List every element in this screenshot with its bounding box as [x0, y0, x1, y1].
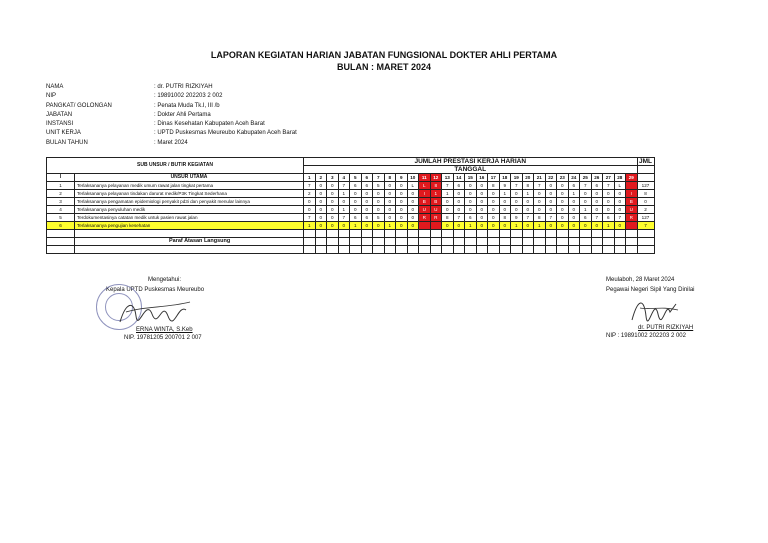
day-count-cell: 7 — [304, 214, 316, 222]
row-number: 6 — [47, 222, 75, 230]
activity-description: Terlaksananya pengamatan epidemiologi penyakit pd3i dan penyakit menular lainnya — [75, 198, 304, 206]
day-header: 23 — [557, 174, 569, 182]
identity-row — [46, 102, 297, 111]
day-count-cell: 0 — [442, 198, 454, 206]
day-count-cell: 0 — [396, 190, 408, 198]
initial-cell — [522, 238, 534, 246]
day-count-cell: 8 — [499, 214, 511, 222]
day-count-cell: 1 — [568, 190, 580, 198]
identity-row — [46, 92, 297, 101]
initial-cell — [511, 238, 523, 246]
day-count-cell: 5 — [373, 214, 385, 222]
identity-label: NAMA — [46, 84, 64, 90]
day-count-cell: 0 — [373, 198, 385, 206]
day-header: 24 — [568, 174, 580, 182]
day-count-cell: 9 — [499, 182, 511, 190]
day-count-cell: 0 — [396, 206, 408, 214]
day-count-cell: 0 — [384, 206, 396, 214]
activity-description: Terlaksananya pelayanan tindakan darurat medik/P3K Tingkat Sederhana — [75, 190, 304, 198]
day-count-cell: 0 — [534, 190, 546, 198]
day-header: 21 — [534, 174, 546, 182]
day-count-cell: 0 — [545, 182, 557, 190]
day-header: 15 — [465, 174, 477, 182]
day-header: 19 — [511, 174, 523, 182]
head-nip: NIP. 19781205 200701 2 007 — [124, 335, 202, 341]
day-count-cell: 0 — [476, 182, 488, 190]
day-count-cell: 0 — [384, 214, 396, 222]
employee-signature — [626, 294, 686, 326]
day-count-cell: 5 — [373, 182, 385, 190]
row-total: 127 — [637, 214, 654, 222]
day-count-cell: 0 — [338, 198, 350, 206]
day-header: 11 — [419, 174, 431, 182]
day-count-cell: 1 — [338, 206, 350, 214]
roman-numeral: I — [47, 174, 75, 182]
day-header: 26 — [591, 174, 603, 182]
day-count-cell: 7 — [603, 182, 615, 190]
identity-label: NIP — [46, 93, 57, 100]
day-count-cell: 0 — [603, 198, 615, 206]
day-count-cell: 6 — [465, 214, 477, 222]
acknowledged-label: Mengetahui: — [148, 277, 182, 283]
day-count-cell: 0 — [545, 198, 557, 206]
initial-cell — [407, 238, 419, 246]
day-count-cell: 6 — [361, 214, 373, 222]
day-count-cell: U — [430, 206, 442, 214]
row-number: 4 — [47, 206, 75, 214]
initial-cell — [373, 238, 385, 246]
identity-row — [46, 129, 297, 138]
day-count-cell: 0 — [315, 214, 327, 222]
day-count-cell: 0 — [373, 206, 385, 214]
identity-label: BULAN TAHUN — [46, 139, 88, 146]
day-count-cell: 1 — [580, 206, 592, 214]
day-count-cell: I — [419, 190, 431, 198]
day-count-cell: R — [626, 214, 638, 222]
initial-cell — [568, 238, 580, 246]
day-count-cell: 7 — [580, 182, 592, 190]
day-count-cell: 0 — [511, 206, 523, 214]
day-count-cell: 0 — [384, 190, 396, 198]
day-count-cell: U — [419, 206, 431, 214]
day-count-cell: 0 — [568, 198, 580, 206]
day-count-cell — [626, 182, 638, 190]
day-count-cell: 0 — [304, 206, 316, 214]
day-header: 17 — [488, 174, 500, 182]
day-count-cell: 8 — [534, 214, 546, 222]
day-count-cell: 6 — [603, 214, 615, 222]
identity-block — [46, 83, 297, 148]
day-count-cell: 0 — [315, 198, 327, 206]
initial-cell — [384, 238, 396, 246]
day-header: 13 — [442, 174, 454, 182]
day-count-cell: 0 — [327, 190, 339, 198]
day-header: 2 — [315, 174, 327, 182]
day-count-cell: 0 — [338, 222, 350, 230]
day-count-cell — [419, 222, 431, 230]
day-count-cell: 0 — [488, 222, 500, 230]
day-count-cell: 0 — [407, 190, 419, 198]
initial-cell — [534, 238, 546, 246]
day-count-cell: 7 — [522, 214, 534, 222]
day-header: 8 — [384, 174, 396, 182]
initial-cell — [453, 238, 465, 246]
row-number: 2 — [47, 190, 75, 198]
activity-description: Terlaksananya pengujian kesehatan — [75, 222, 304, 230]
day-header: 1 — [304, 174, 316, 182]
day-count-cell: 0 — [591, 222, 603, 230]
initial-cell — [465, 238, 477, 246]
place-date: Meulaboh, 28 Maret 2024 — [606, 277, 675, 283]
day-header: 28 — [614, 174, 626, 182]
day-count-cell: 0 — [361, 222, 373, 230]
identity-value: : Maret 2024 — [154, 139, 188, 146]
day-count-cell: 0 — [499, 222, 511, 230]
day-count-cell: 0 — [476, 198, 488, 206]
initial-cell — [580, 238, 592, 246]
activity-table — [46, 157, 655, 254]
day-count-cell: L — [614, 182, 626, 190]
day-count-cell: 0 — [603, 190, 615, 198]
report-title: LAPORAN KEGIATAN HARIAN JABATAN FUNGSIONAL DOKTER AHLI PERTAMA — [210, 50, 558, 60]
initial-cell — [557, 238, 569, 246]
initial-cell — [626, 238, 638, 246]
day-count-cell: 9 — [511, 214, 523, 222]
initial-cell — [430, 238, 442, 246]
initial-cell — [603, 238, 615, 246]
day-count-cell: 1 — [465, 222, 477, 230]
day-count-cell: L — [407, 182, 419, 190]
day-count-cell: 0 — [361, 198, 373, 206]
day-count-cell: 1 — [338, 190, 350, 198]
row-total: 0 — [637, 198, 654, 206]
day-header: 10 — [407, 174, 419, 182]
day-count-cell: 0 — [522, 198, 534, 206]
initial-cell — [338, 238, 350, 246]
initial-cell — [396, 238, 408, 246]
day-count-cell: 0 — [591, 190, 603, 198]
sub-unsur-header: SUB UNSUR / BUTIR KEGIATAN — [47, 158, 304, 174]
day-header: 16 — [476, 174, 488, 182]
day-count-cell: 7 — [338, 182, 350, 190]
day-count-cell: 0 — [396, 182, 408, 190]
initial-cell — [499, 238, 511, 246]
day-count-cell: 0 — [384, 182, 396, 190]
day-header: 29 — [626, 174, 638, 182]
day-count-cell: B — [626, 198, 638, 206]
day-count-cell: 0 — [453, 222, 465, 230]
day-count-cell: 6 — [568, 182, 580, 190]
identity-label: INSTANSI — [46, 121, 74, 128]
day-count-cell: 0 — [499, 198, 511, 206]
row-total: 8 — [637, 190, 654, 198]
day-count-cell: 0 — [396, 222, 408, 230]
employee-name: dr. PUTRI RIZKIYAH — [638, 325, 694, 331]
row-number: 3 — [47, 198, 75, 206]
day-count-cell: 0 — [350, 206, 362, 214]
day-count-cell: 0 — [361, 206, 373, 214]
day-count-cell: 0 — [614, 222, 626, 230]
day-count-cell: I — [626, 190, 638, 198]
day-count-cell — [430, 222, 442, 230]
day-count-cell: 0 — [407, 222, 419, 230]
day-count-cell: 0 — [568, 222, 580, 230]
head-role: Kepala UPTD Puskesmas Meureubo — [106, 287, 205, 293]
day-count-cell: 6 — [591, 182, 603, 190]
day-count-cell: 8 — [442, 214, 454, 222]
day-count-cell: 0 — [545, 206, 557, 214]
day-header: 12 — [430, 174, 442, 182]
day-count-cell: 0 — [488, 190, 500, 198]
day-count-cell: 0 — [614, 190, 626, 198]
day-count-cell: 8 — [488, 182, 500, 190]
day-count-cell: 7 — [442, 182, 454, 190]
activity-row — [47, 198, 655, 206]
day-count-cell: 0 — [327, 222, 339, 230]
employee-role: Pegawai Negeri Sipil Yang Dinilai — [606, 287, 695, 293]
day-count-cell: 0 — [568, 214, 580, 222]
identity-row — [46, 120, 297, 129]
initial-cell — [304, 238, 316, 246]
initial-cell — [442, 238, 454, 246]
day-count-cell: L — [419, 182, 431, 190]
day-count-cell: 0 — [373, 222, 385, 230]
identity-value: : Penata Muda Tk.I, III /b — [154, 102, 220, 109]
activity-description: Terdokumentasinya catatan medik untuk pasien rawat jalan — [75, 214, 304, 222]
day-header: 14 — [453, 174, 465, 182]
initial-cell — [419, 238, 431, 246]
activity-row — [47, 214, 655, 222]
day-count-cell: 0 — [545, 222, 557, 230]
initial-cell — [591, 238, 603, 246]
day-count-cell: 7 — [534, 182, 546, 190]
day-count-cell: 0 — [614, 198, 626, 206]
day-count-cell: 0 — [476, 190, 488, 198]
day-count-cell: 0 — [327, 198, 339, 206]
day-count-cell: 7 — [545, 214, 557, 222]
day-count-cell: 0 — [534, 206, 546, 214]
day-count-cell: 1 — [511, 222, 523, 230]
day-count-cell: 0 — [545, 190, 557, 198]
day-count-cell: 0 — [327, 214, 339, 222]
row-total: 7 — [637, 222, 654, 230]
day-header: 20 — [522, 174, 534, 182]
identity-value: : UPTD Puskesmas Meureubo Kabupaten Aceh Barat — [154, 130, 297, 137]
day-count-cell: 0 — [350, 190, 362, 198]
day-count-cell: R — [430, 214, 442, 222]
activity-description: Terlaksananya penyuluhan medik — [75, 206, 304, 214]
day-header: 22 — [545, 174, 557, 182]
day-count-cell: 0 — [476, 214, 488, 222]
day-count-cell: 6 — [361, 182, 373, 190]
day-count-cell: 0 — [476, 222, 488, 230]
day-count-cell: 7 — [511, 182, 523, 190]
day-count-cell: 0 — [580, 198, 592, 206]
day-count-cell: 0 — [315, 206, 327, 214]
day-count-cell — [626, 222, 638, 230]
day-count-cell: 0 — [499, 206, 511, 214]
day-count-cell: 8 — [430, 182, 442, 190]
day-count-cell: 0 — [453, 190, 465, 198]
day-count-cell: 0 — [304, 198, 316, 206]
day-count-cell: 0 — [557, 214, 569, 222]
row-number: 1 — [47, 182, 75, 190]
row-total: 127 — [637, 182, 654, 190]
day-count-cell: 1 — [442, 190, 454, 198]
day-header: 3 — [327, 174, 339, 182]
day-count-cell: 1 — [603, 222, 615, 230]
identity-row — [46, 139, 297, 148]
initial-cell — [545, 238, 557, 246]
day-count-cell: 0 — [534, 198, 546, 206]
head-name: ERNA WINTA, S.Keb — [136, 327, 193, 333]
day-count-cell: 7 — [591, 214, 603, 222]
day-count-cell: 0 — [396, 214, 408, 222]
initial-cell — [614, 238, 626, 246]
day-count-cell: 7 — [614, 214, 626, 222]
initial-cell — [488, 238, 500, 246]
identity-row — [46, 83, 297, 92]
day-count-cell: 8 — [522, 182, 534, 190]
day-count-cell: 1 — [304, 222, 316, 230]
day-count-cell: 0 — [327, 206, 339, 214]
supervisor-initials-label: Paraf Atasan Langsung — [75, 238, 304, 246]
day-count-cell: 0 — [465, 206, 477, 214]
day-count-cell: 0 — [614, 206, 626, 214]
day-count-cell: 1 — [384, 222, 396, 230]
day-count-cell: 1 — [350, 222, 362, 230]
day-count-cell: 0 — [557, 198, 569, 206]
day-count-cell: 0 — [465, 182, 477, 190]
day-count-cell: 2 — [304, 190, 316, 198]
jumlah-header: JUMLAH PRESTASI KERJA HARIAN — [304, 158, 638, 166]
activity-row — [47, 190, 655, 198]
day-count-cell: 0 — [511, 198, 523, 206]
day-count-cell: 0 — [465, 190, 477, 198]
day-count-cell: 6 — [350, 214, 362, 222]
identity-row — [46, 111, 297, 120]
day-count-cell: 6 — [580, 214, 592, 222]
identity-value: : 19891002 202203 2 002 — [154, 93, 223, 100]
day-header: 5 — [350, 174, 362, 182]
day-count-cell: 0 — [396, 198, 408, 206]
initial-cell — [476, 238, 488, 246]
initial-cell — [315, 238, 327, 246]
day-count-cell: U — [626, 206, 638, 214]
day-count-cell: 0 — [591, 206, 603, 214]
day-count-cell: 1 — [499, 190, 511, 198]
day-count-cell: 0 — [580, 222, 592, 230]
day-count-cell: 0 — [488, 214, 500, 222]
activity-description: Terlaksananya pelayanan medik umum rawat jalan tingkat pertama — [75, 182, 304, 190]
day-count-cell: 7 — [304, 182, 316, 190]
head-signature — [116, 292, 196, 328]
identity-label: UNIT KERJA — [46, 130, 81, 137]
day-count-cell: 0 — [476, 206, 488, 214]
day-count-cell: 0 — [315, 182, 327, 190]
day-count-cell: 0 — [522, 206, 534, 214]
day-count-cell: 1 — [534, 222, 546, 230]
day-count-cell: 0 — [384, 198, 396, 206]
activity-row — [47, 182, 655, 190]
day-count-cell: 7 — [338, 214, 350, 222]
day-count-cell: 0 — [488, 198, 500, 206]
jml-header: JML — [639, 158, 652, 165]
day-count-cell: 6 — [350, 182, 362, 190]
day-count-cell: 6 — [453, 182, 465, 190]
row-total: 2 — [637, 206, 654, 214]
day-count-cell: 7 — [453, 214, 465, 222]
day-count-cell: 0 — [327, 182, 339, 190]
day-count-cell: 0 — [453, 198, 465, 206]
day-count-cell: 0 — [557, 190, 569, 198]
initial-cell — [350, 238, 362, 246]
identity-value: : dr. PUTRI RIZKIYAH — [154, 84, 213, 90]
day-count-cell: 0 — [557, 222, 569, 230]
day-count-cell: 0 — [603, 206, 615, 214]
report-month: BULAN : MARET 2024 — [336, 62, 431, 72]
day-count-cell: 0 — [568, 206, 580, 214]
day-count-cell: 1 — [522, 190, 534, 198]
day-count-cell: 0 — [522, 222, 534, 230]
activity-row — [47, 222, 655, 230]
day-count-cell: 0 — [511, 190, 523, 198]
row-number: 5 — [47, 214, 75, 222]
day-count-cell: 0 — [488, 206, 500, 214]
day-count-cell: 0 — [407, 214, 419, 222]
day-count-cell: 0 — [557, 206, 569, 214]
day-count-cell: 0 — [373, 190, 385, 198]
identity-label: PANGKAT/ GOLONGAN — [46, 102, 112, 109]
tanggal-header: TANGGAL — [304, 166, 638, 174]
day-header: 9 — [396, 174, 408, 182]
employee-nip: NIP : 19891002 202203 2 002 — [606, 333, 686, 339]
day-count-cell: 0 — [465, 198, 477, 206]
day-count-cell: 0 — [315, 222, 327, 230]
day-count-cell: 0 — [453, 206, 465, 214]
unsur-utama-header: UNSUR UTAMA — [75, 174, 304, 182]
activity-row — [47, 206, 655, 214]
day-header: 4 — [338, 174, 350, 182]
day-header: 18 — [499, 174, 511, 182]
day-header: 6 — [361, 174, 373, 182]
day-header: 27 — [603, 174, 615, 182]
day-header: 7 — [373, 174, 385, 182]
identity-value: : Dokter Ahli Pertama — [154, 111, 211, 118]
day-count-cell: 0 — [580, 190, 592, 198]
day-count-cell: R — [419, 214, 431, 222]
day-count-cell: 0 — [407, 206, 419, 214]
identity-label: JABATAN — [46, 111, 73, 118]
day-count-cell: 0 — [591, 198, 603, 206]
day-count-cell: 0 — [442, 206, 454, 214]
day-count-cell: 0 — [361, 190, 373, 198]
day-header: 25 — [580, 174, 592, 182]
day-count-cell: 0 — [442, 222, 454, 230]
day-count-cell: 0 — [350, 198, 362, 206]
day-count-cell: 0 — [407, 198, 419, 206]
day-count-cell: 0 — [557, 182, 569, 190]
day-count-cell: 1 — [430, 190, 442, 198]
identity-value: : Dinas Kesehatan Kabupaten Aceh Barat — [154, 121, 265, 128]
day-count-cell: B — [430, 198, 442, 206]
day-count-cell: 0 — [315, 190, 327, 198]
day-count-cell: B — [419, 198, 431, 206]
initial-cell — [361, 238, 373, 246]
initial-cell — [327, 238, 339, 246]
